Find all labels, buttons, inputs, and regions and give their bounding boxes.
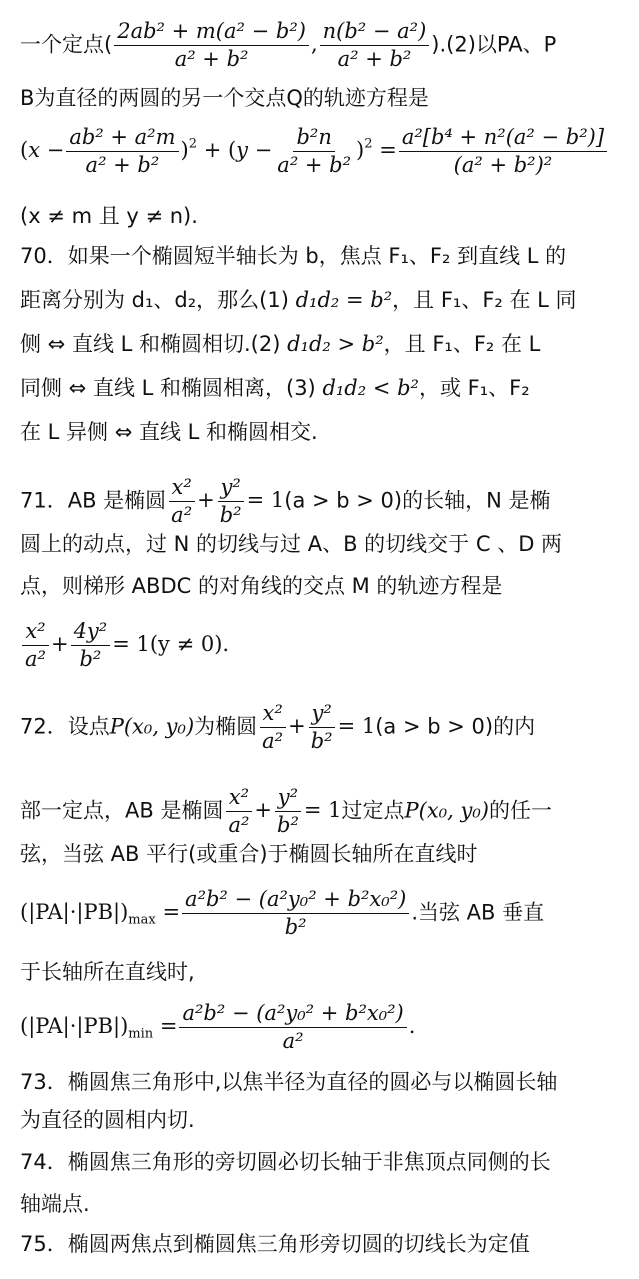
item-73-line-2: 为直径的圆相内切. — [20, 1108, 195, 1132]
text-part-2: ).(2)以PA、P — [431, 32, 557, 57]
formula-d1d2-lt: d₁d₂ < b² — [322, 376, 419, 400]
item-70-line-3: 侧 ⇔ 直线 L 和椭圆相切.(2) d₁d₂ > b²，且 F₁、F₂ 在 L — [20, 332, 541, 356]
ellipse-equation: $\frac{\text{x²}}{\text{a²}}$ + $\frac{\text{y²}}{\text{b²}}$ = 1 — [166, 488, 284, 512]
item-72-line-1: 72．设点P(x₀, y₀)为椭圆 $\frac{\text{x²}}{\text{a²}}$ + $\frac{\text{y²}}{\text{b²}}$ = 1(a > b > 0)的内 — [20, 701, 536, 754]
item-71-line-3: 点，则梯形 ABDC 的对角线的交点 M 的轨迹方程是 — [20, 574, 503, 598]
item-70-line-4: 同侧 ⇔ 直线 L 和椭圆相离，(3) d₁d₂ < b²，或 F₁、F₂ — [20, 376, 530, 400]
item-72-line-2: 部一定点，AB 是椭圆 $\frac{\text{x²}}{\text{a²}}$ + $\frac{\text{y²}}{\text{b²}}$ = 1过定点P(x₀, y₀)的任一 — [20, 785, 552, 838]
item-73-line-1: 73．椭圆焦三角形中,以焦半径为直径的圆必与以椭圆长轴 — [20, 1070, 558, 1094]
item-69-condition: (x ≠ m 且 y ≠ n). — [20, 204, 198, 228]
item-69-line-1 — [20, 18, 629, 74]
item-70-line-1: 70．如果一个椭圆短半轴长为 b，焦点 F₁、F₂ 到直线 L 的 — [20, 244, 567, 268]
item-72-max-formula: $(|PA|\cdot|PB|)_{max}$ = $\frac{\text{a²b² − (a²y₀² + b²x₀²)}}{\text{b²}}$ .当弦 AB 垂直 — [20, 887, 545, 940]
item-74-line-1: 74．椭圆焦三角形的旁切圆必切长轴于非焦顶点同侧的长 — [20, 1150, 551, 1174]
item-69-line-2: B为直径的两圆的另一个交点Q的轨迹方程是 — [20, 86, 429, 110]
formula-d1d2-eq: d₁d₂ = b² — [295, 288, 393, 312]
fixed-point-coordinates: $\frac{\text{2ab² + m(a² − b²)}}{\text{a² + b²}}$ , $\frac{\text{n(b² − a²)}}{\text{a² + b²}}$ — [112, 32, 431, 56]
item-75-line-1: 75．椭圆两焦点到椭圆焦三角形旁切圆的切线长为定值 — [20, 1232, 530, 1256]
item-71-line-2: 圆上的动点，过 N 的切线与过 A、B 的切线交于 C 、D 两 — [20, 532, 563, 556]
point-p: P(x₀, y₀) — [109, 714, 195, 739]
item-72-min-formula: $(|PA|\cdot|PB|)_{min}$ = $\frac{\text{a²b² − (a²y₀² + b²x₀²)}}{\text{a²}}$ . — [20, 1001, 416, 1054]
item-71-line-1: 71．AB 是椭圆 $\frac{\text{x²}}{\text{a²}}$ + $\frac{\text{y²}}{\text{b²}}$ = 1(a > b > 0)的长轴，N 是椭 — [20, 475, 551, 528]
item-72-line-5: 于长轴所在直线时, — [20, 960, 195, 984]
item-72-line-3: 弦，当弦 AB 平行(或重合)于椭圆长轴所在直线时 — [20, 842, 478, 866]
item-71-locus-equation: $\frac{\text{x²}}{\text{a²}}$ + $\frac{\text{4y²}}{\text{b²}}$ = 1(y ≠ 0). — [20, 618, 629, 674]
formula-d1d2-gt: d₁d₂ > b² — [287, 332, 384, 356]
circle-locus-equation: (x − $\frac{\text{ab² + a²m}}{\text{a² + b²}}$ )$^2$ + (y − $\frac{\text{b²n}}{\text{a² + b²}}$ )$^2$ = $\frac{\text{a²[b⁴ + n²(a² − b²)]}}{\text{(a² + b²)²}}$ — [20, 124, 629, 180]
item-70-line-5: 在 L 异侧 ⇔ 直线 L 和椭圆相交. — [20, 420, 318, 444]
item-70-line-2: 距离分别为 d₁、d₂，那么(1) d₁d₂ = b²，且 F₁、F₂ 在 L 同 — [20, 288, 577, 312]
item-74-line-2: 轴端点. — [20, 1192, 90, 1216]
text-fixed-point: 一个定点( — [20, 32, 113, 57]
